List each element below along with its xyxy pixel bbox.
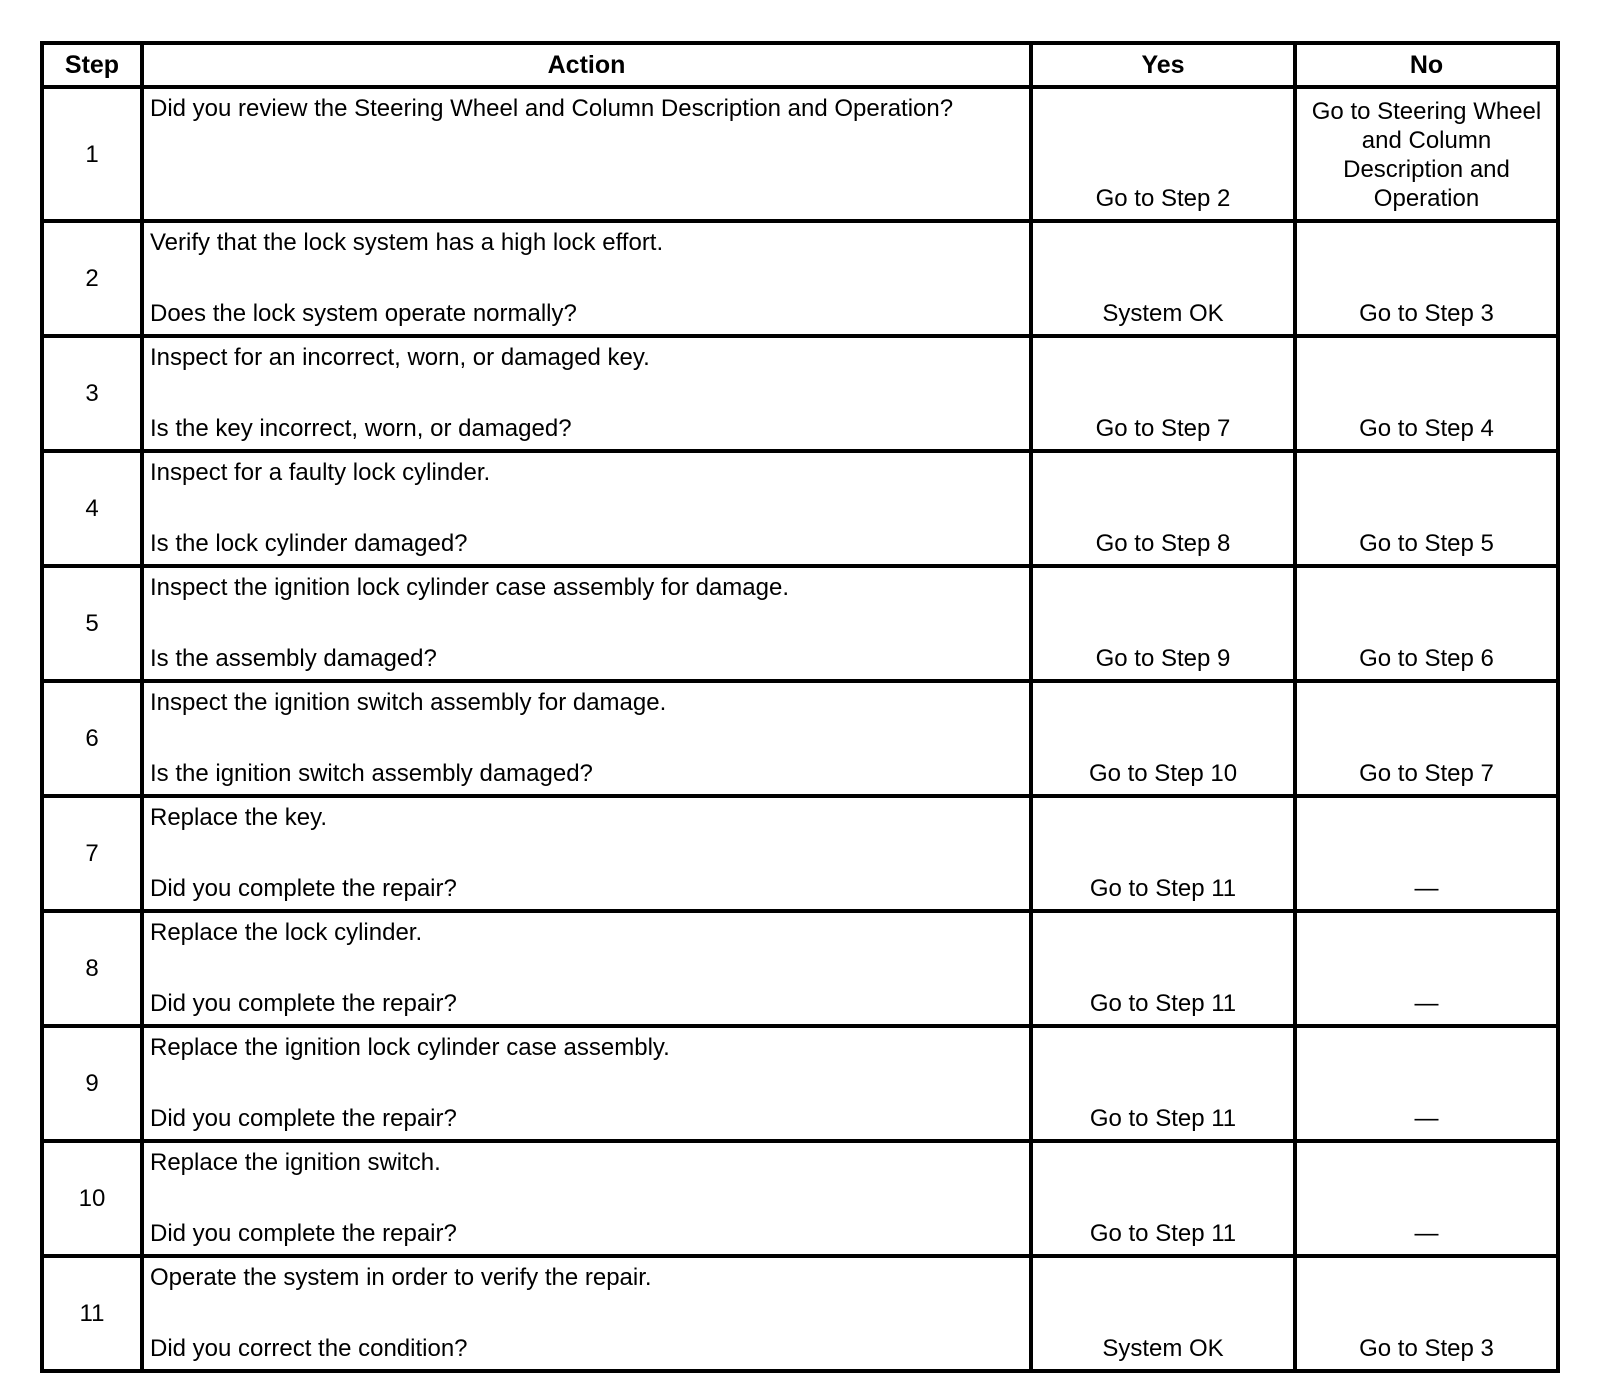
no-result: — — [1295, 796, 1558, 911]
table-row — [42, 336, 1558, 451]
action-cell — [142, 911, 1031, 1026]
no-result: — — [1295, 911, 1558, 1026]
no-result: Go to Step 5 — [1295, 451, 1558, 566]
action-question: Did you complete the repair? — [150, 875, 457, 902]
no-result: Go to Step 3 — [1295, 221, 1558, 336]
action-cell — [142, 221, 1031, 336]
table-row — [42, 1256, 1558, 1371]
table-row — [42, 681, 1558, 796]
step-number: 1 — [42, 87, 142, 221]
header-yes: Yes — [1031, 43, 1295, 87]
action-question: Did you complete the repair? — [150, 1105, 457, 1132]
step-number: 9 — [42, 1026, 142, 1141]
step-number: 5 — [42, 566, 142, 681]
action-cell — [142, 1256, 1031, 1371]
table-row — [42, 1026, 1558, 1141]
yes-result: Go to Step 11 — [1031, 1141, 1295, 1256]
action-question: Did you review the Steering Wheel and Column Description and Operation? — [150, 95, 954, 122]
no-result: Go to Step 6 — [1295, 566, 1558, 681]
yes-result: Go to Step 7 — [1031, 336, 1295, 451]
no-result: — — [1295, 1026, 1558, 1141]
no-result: Go to Step 4 — [1295, 336, 1558, 451]
no-result: Go to Step 7 — [1295, 681, 1558, 796]
yes-result: Go to Step 10 — [1031, 681, 1295, 796]
action-question: Did you complete the repair? — [150, 1220, 457, 1247]
action-question: Does the lock system operate normally? — [150, 300, 577, 327]
action-question: Is the key incorrect, worn, or damaged? — [150, 415, 572, 442]
yes-result: Go to Step 11 — [1031, 796, 1295, 911]
action-question: Is the lock cylinder damaged? — [150, 530, 468, 557]
action-instruction: Replace the key. — [150, 804, 327, 831]
action-question: Is the assembly damaged? — [150, 645, 437, 672]
no-result: Go to Steering Wheel and Column Description and Operation — [1295, 87, 1558, 221]
action-cell — [142, 796, 1031, 911]
yes-result: System OK — [1031, 1256, 1295, 1371]
table-row — [42, 87, 1558, 221]
action-instruction: Inspect the ignition switch assembly for damage. — [150, 689, 667, 716]
action-cell — [142, 336, 1031, 451]
table-row — [42, 566, 1558, 681]
action-instruction: Replace the ignition lock cylinder case assembly. — [150, 1034, 670, 1061]
table-row — [42, 221, 1558, 336]
step-number: 2 — [42, 221, 142, 336]
header-action: Action — [142, 43, 1031, 87]
action-question: Did you correct the condition? — [150, 1335, 468, 1362]
no-result: Go to Step 3 — [1295, 1256, 1558, 1371]
step-number: 7 — [42, 796, 142, 911]
yes-result: Go to Step 2 — [1031, 87, 1295, 221]
step-number: 11 — [42, 1256, 142, 1371]
action-cell — [142, 566, 1031, 681]
header-no: No — [1295, 43, 1558, 87]
action-instruction: Replace the lock cylinder. — [150, 919, 423, 946]
action-instruction: Operate the system in order to verify the repair. — [150, 1264, 652, 1291]
action-instruction: Inspect for an incorrect, worn, or damaged key. — [150, 344, 650, 371]
table-row — [42, 796, 1558, 911]
yes-result: System OK — [1031, 221, 1295, 336]
action-instruction: Replace the ignition switch. — [150, 1149, 441, 1176]
table-row — [42, 451, 1558, 566]
no-result: — — [1295, 1141, 1558, 1256]
diagnostic-table — [40, 41, 1560, 1373]
action-instruction: Inspect the ignition lock cylinder case assembly for damage. — [150, 574, 789, 601]
step-number: 3 — [42, 336, 142, 451]
header-row — [42, 43, 1558, 87]
yes-result: Go to Step 11 — [1031, 1026, 1295, 1141]
table-row — [42, 911, 1558, 1026]
action-cell — [142, 451, 1031, 566]
step-number: 8 — [42, 911, 142, 1026]
action-cell — [142, 681, 1031, 796]
header-step: Step — [42, 43, 142, 87]
step-number: 6 — [42, 681, 142, 796]
action-instruction: Verify that the lock system has a high lock effort. — [150, 229, 664, 256]
action-cell — [142, 1141, 1031, 1256]
step-number: 4 — [42, 451, 142, 566]
table-row — [42, 1141, 1558, 1256]
action-instruction: Inspect for a faulty lock cylinder. — [150, 459, 491, 486]
action-question: Did you complete the repair? — [150, 990, 457, 1017]
yes-result: Go to Step 11 — [1031, 911, 1295, 1026]
yes-result: Go to Step 9 — [1031, 566, 1295, 681]
action-cell — [142, 87, 1031, 221]
step-number: 10 — [42, 1141, 142, 1256]
yes-result: Go to Step 8 — [1031, 451, 1295, 566]
action-cell — [142, 1026, 1031, 1141]
action-question: Is the ignition switch assembly damaged? — [150, 760, 593, 787]
